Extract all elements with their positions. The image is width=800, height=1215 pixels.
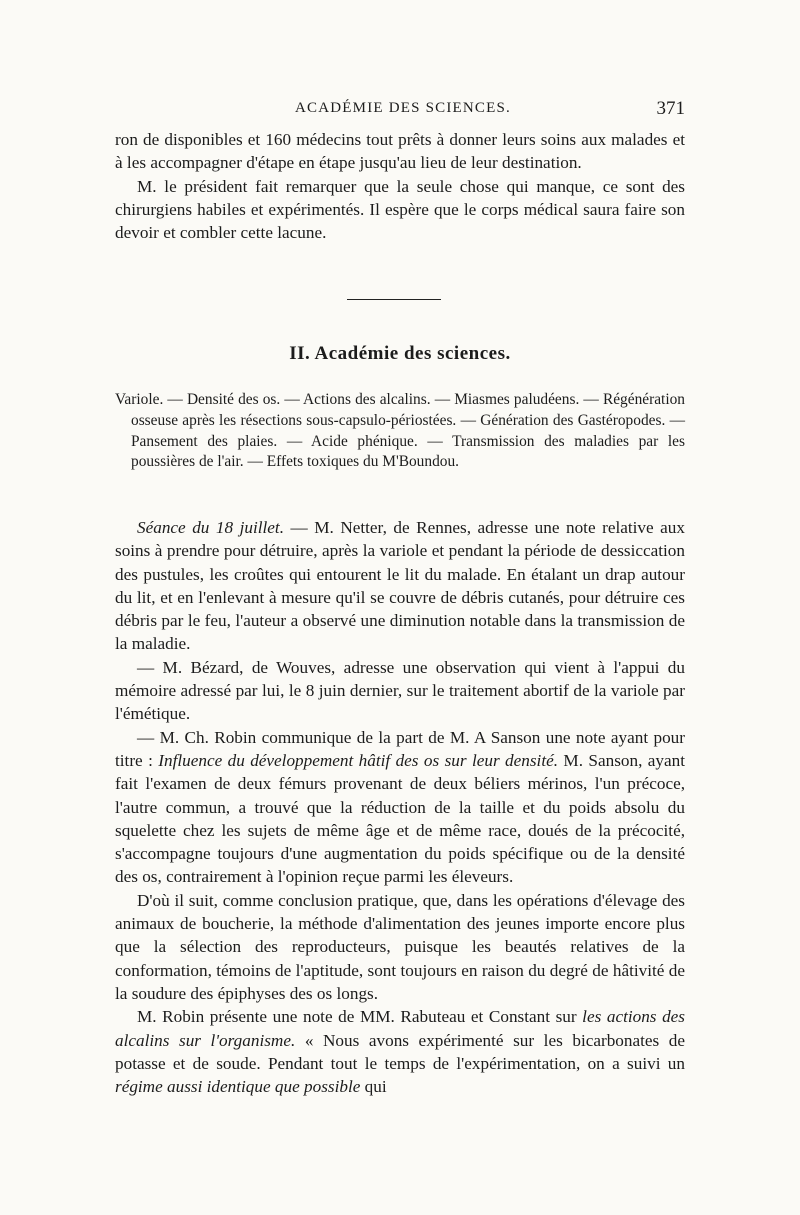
section-divider [347, 299, 441, 300]
session-date: Séance du 18 juillet. [137, 518, 284, 537]
session-report [115, 516, 685, 1098]
intro-text [115, 128, 685, 244]
section-summary: Variole. — Densité des os. — Actions des alcalins. — Miasmes paludéens. — Régénération osseuse après les résections sous-capsulo-périostées. — Génération des Gastéropodes. — Pansement des plaies. — Acide phénique. — Transmission des maladies par les poussières de l'air. — Effets toxiques du M'Boundou. [115, 391, 685, 471]
paragraph-bezard: — M. Bézard, de Wouves, adresse une observation qui vient à l'appui du mémoire adressé par lui, le 8 juin dernier, sur le traitement abortif de la variole par l'émétique. [115, 657, 685, 724]
running-head [115, 98, 685, 124]
intro-paragraph: ron de disponibles et 160 médecins tout prêts à donner leurs soins aux malades et à les accompagner d'étape en étape jusqu'au lieu de leur destination. [115, 130, 685, 173]
paragraph-robin-sanson-text: M. Sanson, ayant fait l'examen de deux fémurs provenant de deux béliers mérinos, l'un précoce, l'autre commun, a trouvé que la réduction de la taille et du poids absolu du squelette chez les sujets de même âge et de même race, doués de la précocité, s'accompagne toujours d'une augmentation du poids spécifique ou de la densité des os, contrairement à l'opinion reçue parmi les éleveurs. [115, 750, 685, 887]
regime-phrase: régime aussi identique que possible [115, 1077, 361, 1097]
section-heading: II. Académie des sciences. [289, 343, 511, 364]
page-number: 371 [656, 98, 685, 119]
paragraph-netter [115, 516, 685, 656]
paragraph-rabuteau-end: qui [360, 1077, 387, 1097]
paragraph-rabuteau-intro: M. Robin présente une note de MM. Rabuteau et Constant sur [137, 1007, 583, 1027]
president-remark-paragraph: M. le président fait remarquer que la seule chose qui manque, ce sont des chirurgiens habiles et expérimentés. Il espère que le corps médical saura faire son devoir et combler cette lacune. [115, 176, 685, 243]
paragraph-rabuteau [115, 1005, 685, 1098]
running-title: ACADÉMIE DES SCIENCES. [295, 100, 511, 116]
paragraph-conclusion: D'où il suit, comme conclusion pratique, que, dans les opérations d'élevage des animaux de boucherie, la méthode d'alimentation des jeunes importe encore plus que la sélection des reproducteurs, puisque les beautés relatives de la conformation, témoins de l'aptitude, sont toujours en raison du degré de hâtivité de la soudure des épiphyses des os longs. [115, 890, 685, 1003]
paragraph-robin-sanson [115, 726, 685, 889]
paragraph-netter-text: — M. Netter, de Rennes, adresse une note relative aux soins à prendre pour détruire, après la variole et pendant la période de dessiccation des pustules, les croûtes qui entourent le lit du malade. En étalant un drap autour du lit, et en l'enlevant à mesure qu'il se couvre de débris cutanés, pour détruire ces débris par le feu, l'auteur a observé une diminution notable dans la transmission de la maladie. [115, 518, 685, 654]
paragraph-robin-sanson-intro: — M. Ch. Robin communique de la part de M. A Sanson une note ayant pour titre : [115, 727, 685, 770]
note-title-sanson: Influence du développement hâtif des os sur leur densité. [158, 750, 559, 770]
paragraph-rabuteau-quote: « Nous avons expérimenté sur les bicarbonates de potasse et de soude. Pendant tout le temps de l'expérimentation, on a suivi un [115, 1030, 686, 1073]
note-title-rabuteau: les actions des alcalins sur l'organisme. [115, 1007, 685, 1050]
